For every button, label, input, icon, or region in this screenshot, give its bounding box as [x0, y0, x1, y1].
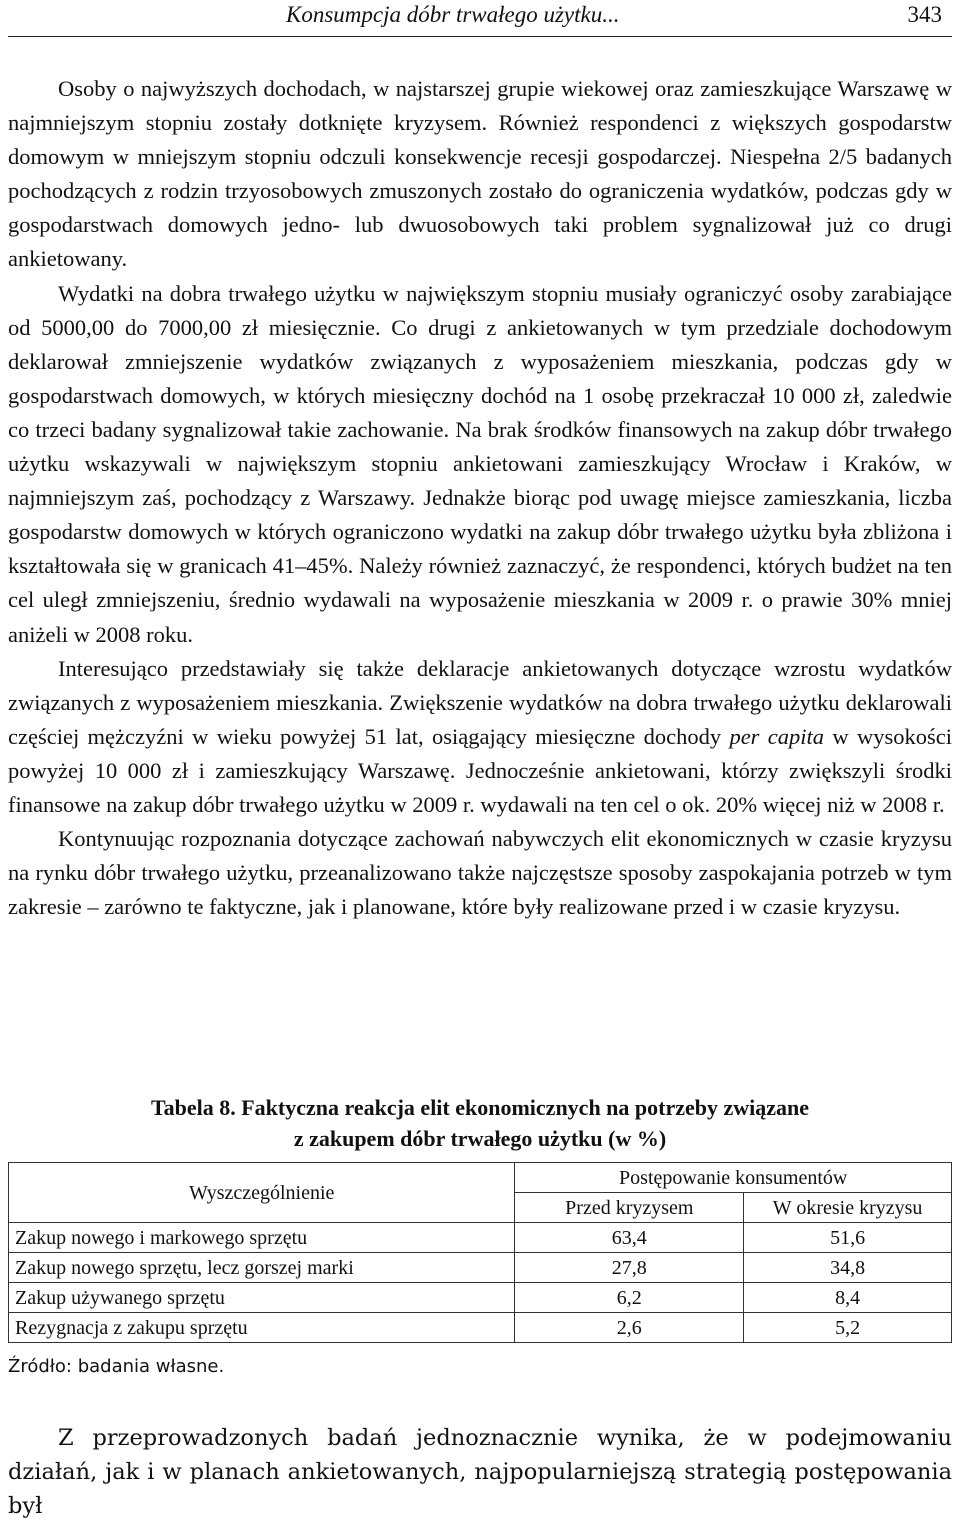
table-caption-line-1: Tabela 8. Faktyczna reakcja elit ekonomicznych na potrzeby związane	[150, 1095, 810, 1120]
data-table	[8, 1162, 952, 1343]
final-paragraph: Z przeprowadzonych badań jednoznacznie wynika, że w podejmowaniu działań, jak i w planach ankietowanych, najpopularniejszą strategią postępowania był	[8, 1425, 952, 1519]
paragraph-2: Wydatki na dobra trwałego użytku w największym stopniu musiały ograniczyć osoby zarabiające od 5000,00 do 7000,00 zł miesięcznie. Co drugi z ankietowanych w tym przedziale dochodowym deklarował zmniejszenie wydatków związanych z wyposażeniem mieszkania, podczas gdy w gospodarstwach domowych, w których miesięczny dochód na 1 osobę przekraczał 10 000 zł, zaledwie co trzeci badany sygnalizował takie zachowanie. Na brak środków finansowych na zakup dóbr trwałego użytku wskazywali w największym stopniu ankietowani zamieszkujący Wrocław i Kraków, w najmniejszym zaś, pochodzący z Warszawy. Jednakże biorąc pod uwagę miejsce zamieszkania, liczba gospodarstw domowych w których ograniczono wydatki na zakup dóbr trwałego użytku była zbliżona i kształtowała się w granicach 41–45%. Należy również zaznaczyć, że respondenci, których budżet na ten cel uległ zmniejszeniu, średnio wydawali na wyposażenie mieszkania w 2009 r. o prawie 30% mniej aniżeli w 2008 roku.	[8, 280, 952, 647]
row-before: 2,6	[515, 1313, 744, 1343]
row-before: 27,8	[515, 1253, 744, 1283]
row-label: Zakup używanego sprzętu	[9, 1283, 515, 1313]
header-during: W okresie kryzysu	[744, 1193, 952, 1223]
running-title: Konsumpcja dóbr trwałego użytku...	[286, 2, 620, 27]
row-during: 8,4	[744, 1283, 952, 1313]
paragraph-1: Osoby o najwyższych dochodach, w najstarszej grupie wiekowej oraz zamieszkujące Warszawę w najmniejszym stopniu zostały dotknięte kryzysem. Również respondenci z większych gospodarstw domowym w mniejszym stopniu odczuli konsekwencje recesji gospodarczej. Niespełna 2/5 badanych pochodzących z rodzin trzyosobowych zmuszonych zostało do ograniczenia wydatków, podczas gdy w gospodarstwach domowych jedno- lub dwuosobowych taki problem sygnalizował już co drugi ankietowany.	[8, 76, 952, 272]
paragraph-3	[8, 652, 952, 822]
paragraph-3-part-2: w wysokości powyżej 10 000 zł i zamieszkujący Warszawę. Jednocześnie ankietowani, którzy zwiększyli środki finansowe na zakup dóbr trwałego użytku w 2009 r. wydawali na ten cel o ok. 20% więcej niż w 2008 r.	[8, 723, 952, 817]
table-row	[9, 1283, 952, 1313]
paragraph-4: Kontynuując rozpoznania dotyczące zachowań nabywczych elit ekonomicznych w czasie kryzysu na rynku dóbr trwałego użytku, przeanalizowano także najczęstsze sposoby zaspokajania potrzeb w tym zakresie – zarówno te faktyczne, jak i planowane, które były realizowane przed i w czasie kryzysu.	[8, 826, 952, 920]
header-before: Przed kryzysem	[515, 1193, 744, 1223]
table-row	[9, 1223, 952, 1253]
row-label: Zakup nowego sprzętu, lecz gorszej marki	[9, 1253, 515, 1283]
row-before: 6,2	[515, 1283, 744, 1313]
table-row	[9, 1313, 952, 1343]
table-caption-line-2: z zakupem dóbr trwałego użytku (w %)	[293, 1126, 667, 1151]
row-during: 51,6	[744, 1223, 952, 1253]
page-header	[8, 0, 952, 37]
table-source: Źródło: badania własne.	[8, 1356, 225, 1377]
row-label: Zakup nowego i markowego sprzętu	[9, 1223, 515, 1253]
table-caption	[8, 1092, 952, 1154]
row-label: Rezygnacja z zakupu sprzętu	[9, 1313, 515, 1343]
table-row	[9, 1253, 952, 1283]
row-during: 34,8	[744, 1253, 952, 1283]
body-text	[8, 72, 952, 924]
page-number: 343	[907, 2, 942, 27]
final-text	[8, 1421, 952, 1523]
header-group-label: Postępowanie konsumentów	[515, 1163, 952, 1193]
row-during: 5,2	[744, 1313, 952, 1343]
header-col-label: Wyszczególnienie	[9, 1163, 515, 1223]
row-before: 63,4	[515, 1223, 744, 1253]
paragraph-3-italic: per capita	[729, 723, 825, 749]
paragraph-3-part-1: Interesująco przedstawiały się także deklaracje ankietowanych dotyczące wzrostu wydatków związanych z wyposażeniem mieszkania. Zwiększenie wydatków na dobra trwałego użytku deklarowali częściej mężczyźni w wieku powyżej 51 lat, osiągający miesięczne dochody	[8, 655, 952, 749]
